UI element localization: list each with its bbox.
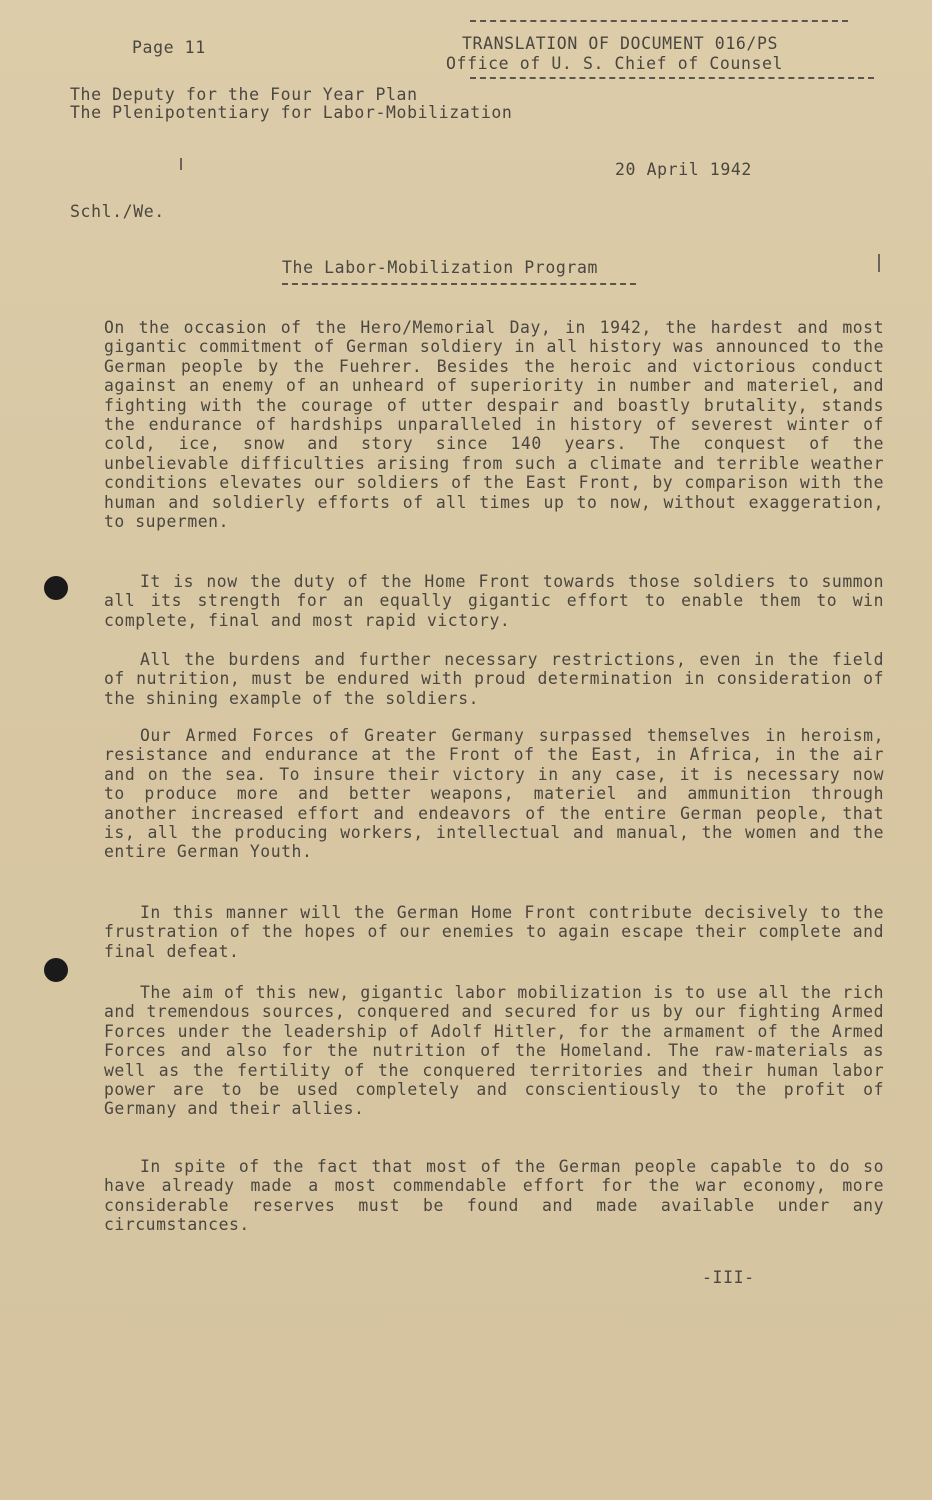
paragraph-4: Our Armed Forces of Greater Germany surpassed themselves in heroism, resistance and endurance at the Front of the East, in Africa, in the air and on the sea. To insure their victory in any case, it is necessary now to produce more and better weapons, materiel and ammunition through another increased effort and endeavors of the entire German people, that is, all the producing workers, intellectual and manual, the women and the entire German Youth.	[104, 726, 884, 862]
continuation-mark: -III-	[702, 1268, 755, 1287]
paragraph-3: All the burdens and further necessary restrictions, even in the field of nutrition, must be endured with proud determination in consideration of the shining example of the soldiers.	[104, 650, 884, 708]
office-line: Office of U. S. Chief of Counsel	[446, 54, 784, 73]
document-date: 20 April 1942	[615, 160, 752, 179]
title-underline	[282, 283, 636, 285]
header-top-rule	[470, 20, 848, 22]
header-bottom-rule	[470, 77, 874, 79]
translation-line: TRANSLATION OF DOCUMENT 016/PS	[462, 34, 779, 53]
punch-hole-bottom	[44, 958, 68, 982]
punch-hole-top	[44, 576, 68, 600]
document-title: The Labor-Mobilization Program	[282, 258, 599, 277]
paragraph-2: It is now the duty of the Home Front towards those soldiers to summon all its strength for an equally gigantic effort to enable them to win complete, final and most rapid victory.	[104, 572, 884, 630]
margin-tick-right	[878, 254, 880, 272]
sender-line-2: The Plenipotentiary for Labor-Mobilization	[70, 103, 513, 122]
margin-tick	[180, 158, 182, 170]
paragraph-1: On the occasion of the Hero/Memorial Day, in 1942, the hardest and most gigantic commitment of German soldiery in all history was announced to the German people by the Fuehrer. Besides the heroic and victorious conduct against an enemy of an unheard of superiority in number and materiel, and fighting with the courage of utter despair and boastly brutality, stands the endurance of hardships unparalleled in history of severest winter of cold, ice, snow and story since 140 years. The conquest of the unbelievable difficulties arising from such a climate and terrible weather conditions elevates our soldiers of the East Front, by comparison with the human and soldierly efforts of all times up to now, without exaggeration, to supermen.	[104, 318, 884, 532]
reference-code: Schl./We.	[70, 202, 165, 221]
paragraph-5: In this manner will the German Home Front contribute decisively to the frustration of the hopes of our enemies to again escape their complete and final defeat.	[104, 903, 884, 961]
page-label: Page 11	[132, 38, 206, 57]
sender-line-1: The Deputy for the Four Year Plan	[70, 85, 418, 104]
paragraph-6: The aim of this new, gigantic labor mobilization is to use all the rich and tremendous sources, conquered and secured for us by our fighting Armed Forces under the leadership of Adolf Hitler, for the armament of the Armed Forces and also for the nutrition of the Homeland. The raw-materials as well as the fertility of the conquered territories and their human labor power are to be used completely and conscientiously to the profit of Germany and their allies.	[104, 983, 884, 1119]
paragraph-7: In spite of the fact that most of the German people capable to do so have already made a most commendable effort for the war economy, more considerable reserves must be found and made available under any circumstances.	[104, 1157, 884, 1235]
